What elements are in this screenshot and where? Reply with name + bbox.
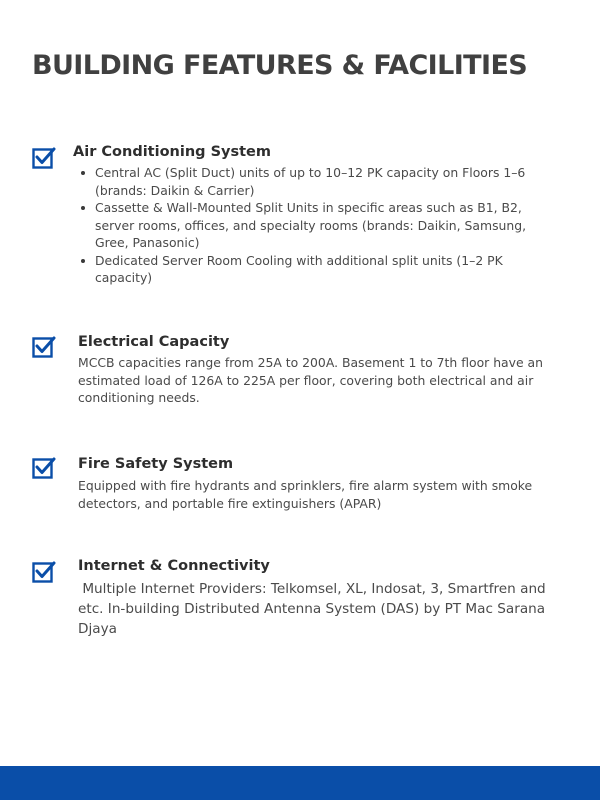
section-title: Internet & Connectivity bbox=[78, 558, 270, 574]
list-item: Central AC (Split Duct) units of up to 10–12 PK capacity on Floors 1–6 (brands: Daikin & Carrier) bbox=[78, 164, 548, 199]
page-title: BUILDING FEATURES & FACILITIES bbox=[32, 50, 528, 81]
list-item: Cassette & Wall-Mounted Split Units in specific areas such as B1, B2, server rooms, offices, and specialty rooms (brands: Daikin, Samsung, Gree, Panasonic) bbox=[78, 199, 548, 252]
section-title: Air Conditioning System bbox=[73, 144, 271, 160]
checkbox-checked-icon bbox=[32, 456, 56, 480]
list-item: Dedicated Server Room Cooling with additional split units (1–2 PK capacity) bbox=[78, 252, 548, 287]
section-text: Multiple Internet Providers: Telkomsel, XL, Indosat, 3, Smartfren and etc. In-building Distributed Antenna System (DAS) by PT Mac Sarana Djaya bbox=[78, 581, 551, 637]
footer-bar bbox=[0, 766, 600, 800]
checkbox-checked-icon bbox=[32, 335, 56, 359]
section-title: Electrical Capacity bbox=[78, 334, 230, 350]
checkbox-checked-icon bbox=[32, 146, 56, 170]
checkbox-checked-icon bbox=[32, 560, 56, 584]
bullet-list bbox=[78, 164, 548, 287]
section-title: Fire Safety System bbox=[78, 456, 234, 472]
section-text: MCCB capacities range from 25A to 200A. Basement 1 to 7th floor have an estimated load of 126A to 225A per floor, covering both electrical and air conditioning needs. bbox=[78, 355, 543, 405]
section-text: Equipped with fire hydrants and sprinklers, fire alarm system with smoke detectors, and portable fire extinguishers (APAR) bbox=[78, 478, 533, 511]
